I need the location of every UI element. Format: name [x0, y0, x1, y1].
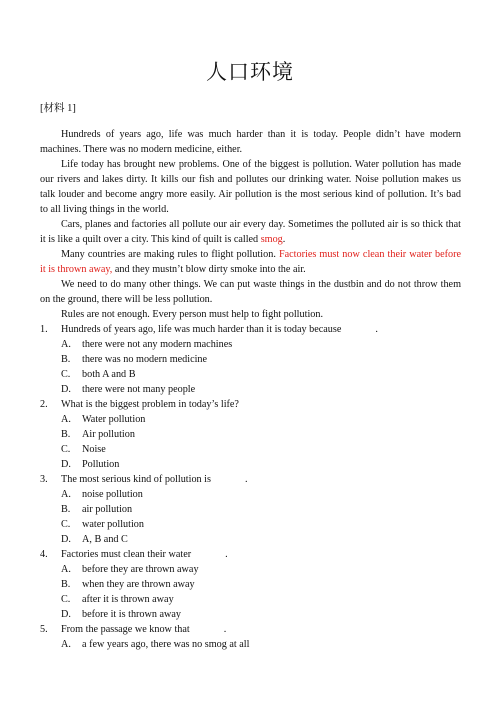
option-letter: A.: [61, 339, 71, 350]
passage-paragraph-3: [40, 217, 461, 247]
option-letter: C.: [61, 444, 71, 455]
option-text: air pollution: [82, 504, 133, 515]
question-end-punctuation: .: [225, 549, 228, 560]
passage-paragraph-5: We need to do many other things. We can put waste things in the dustbin and do not throw them on the ground, there will be less pollution.: [40, 279, 461, 305]
question-4: [40, 547, 461, 562]
answer-option: [61, 577, 461, 592]
highlighted-term-smog: smog: [260, 234, 283, 245]
question-1: [40, 322, 461, 337]
material-tag: [材料 1]: [40, 103, 76, 114]
passage-paragraph-6: Rules are not enough. Every person must help to fight pollution.: [61, 309, 324, 320]
answer-option: [61, 367, 461, 382]
passage-text: Many countries are making rules to flight pollution.: [61, 249, 279, 260]
answer-option: [61, 607, 461, 622]
passage-text: .: [282, 234, 286, 245]
option-letter: D.: [61, 384, 71, 395]
option-text: there were not many people: [82, 384, 196, 395]
option-text: both A and B: [82, 369, 136, 380]
answer-option: [61, 517, 461, 532]
answer-option: [61, 457, 461, 472]
option-text: when they are thrown away: [82, 579, 195, 590]
answer-option: [61, 637, 461, 652]
option-text: there were not any modern machines: [82, 339, 233, 350]
reading-passage: [40, 127, 461, 322]
answer-option: [61, 562, 461, 577]
option-letter: B.: [61, 579, 71, 590]
question-end-punctuation: .: [223, 624, 227, 635]
answer-option: [61, 442, 461, 457]
option-text: before it is thrown away: [82, 609, 182, 620]
question-list: [40, 322, 461, 652]
question-end-punctuation: .: [375, 324, 378, 335]
answer-option: [61, 487, 461, 502]
option-letter: C.: [61, 594, 71, 605]
question-stem: The most serious kind of pollution is: [61, 474, 211, 485]
option-letter: A.: [61, 414, 71, 425]
option-text: there was no modern medicine: [82, 354, 208, 365]
answer-option: [61, 502, 461, 517]
page-title: 人口环境: [206, 60, 294, 84]
question-number: 2.: [40, 399, 48, 410]
question-end-punctuation: .: [244, 474, 248, 485]
option-letter: C.: [61, 369, 71, 380]
passage-paragraph-2: Life today has brought new problems. One of the biggest is pollution. Water pollution has made our rivers and lakes dirty. It kills our fish and pollutes our drinking water. Noise pollution makes us talk louder and become angry more easily. Air pollution is the most serious kind of pollution. It’s bad to all living things in the world.: [40, 159, 461, 215]
option-letter: B.: [61, 354, 71, 365]
answer-option: [61, 592, 461, 607]
question-stem: Hundreds of years ago, life was much harder than it is today because: [61, 324, 342, 335]
option-letter: A.: [61, 639, 71, 650]
option-text: a few years ago, there was no smog at all: [82, 639, 250, 650]
option-letter: A.: [61, 489, 71, 500]
option-text: Air pollution: [82, 429, 135, 440]
highlighted-sentence: Factories must now clean their water before it is thrown away,: [40, 249, 462, 275]
answer-option: [61, 532, 461, 547]
question-stem: What is the biggest problem in today’s life?: [61, 399, 239, 410]
option-text: Water pollution: [82, 414, 146, 425]
passage-paragraph-1: Hundreds of years ago, life was much harder than it is today. People didn’t have modern machines. There was no modern medicine, either.: [40, 129, 461, 155]
option-letter: D.: [61, 609, 71, 620]
option-text: after it is thrown away: [82, 594, 174, 605]
answer-option: [61, 427, 461, 442]
question-stem: Factories must clean their water: [61, 549, 192, 560]
option-text: Noise: [82, 444, 106, 455]
question-number: 3.: [40, 474, 48, 485]
question-2: [40, 397, 461, 412]
question-number: 4.: [40, 549, 48, 560]
answer-option: [61, 352, 461, 367]
answer-option: [61, 382, 461, 397]
option-letter: B.: [61, 504, 71, 515]
question-number: 1.: [40, 324, 48, 335]
answer-option: [61, 337, 461, 352]
option-text: water pollution: [82, 519, 144, 530]
question-number: 5.: [40, 624, 48, 635]
option-text: before they are thrown away: [82, 564, 199, 575]
option-text: A, B and C: [82, 534, 128, 545]
option-text: Pollution: [82, 459, 120, 470]
answer-option: [61, 412, 461, 427]
option-letter: D.: [61, 534, 71, 545]
question-stem: From the passage we know that: [61, 624, 190, 635]
passage-text: Cars, planes and factories all pollute our air every day. Sometimes the polluted air is so thick that it is like a quilt over a city. This kind of quilt is called: [40, 219, 461, 245]
passage-paragraph-4: [40, 247, 461, 277]
passage-text: and they mustn’t blow dirty smoke into the air.: [112, 264, 306, 275]
question-5: [40, 622, 461, 637]
option-text: noise pollution: [82, 489, 143, 500]
option-letter: A.: [61, 564, 71, 575]
question-3: [40, 472, 461, 487]
option-letter: D.: [61, 459, 71, 470]
option-letter: B.: [61, 429, 71, 440]
option-letter: C.: [61, 519, 71, 530]
